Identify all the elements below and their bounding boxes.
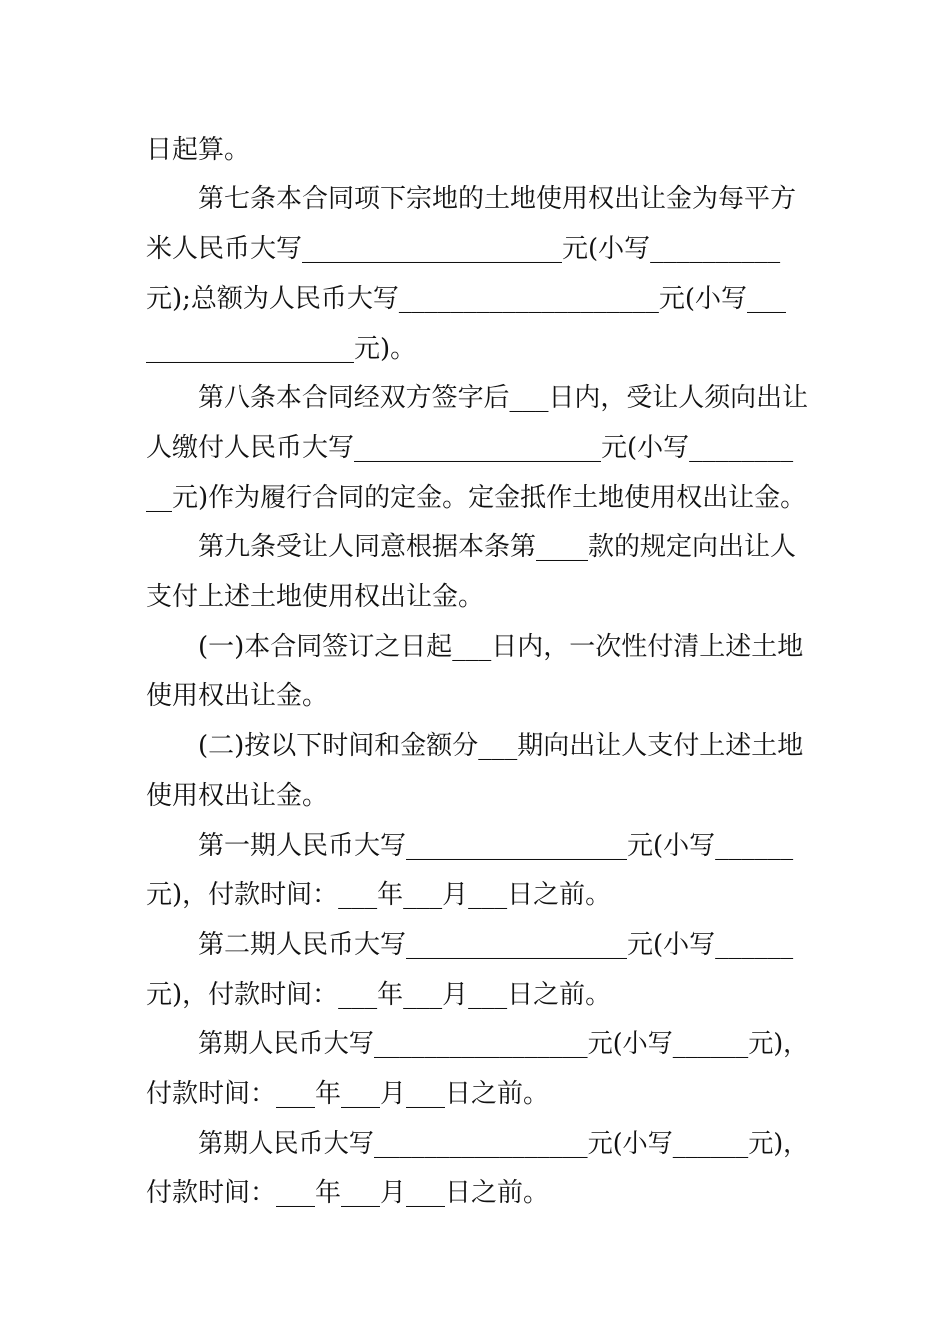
paragraph-option-2: (二)按以下时间和金额分___期向出让人支付上述土地	[198, 731, 804, 761]
paragraph-installment-1: 第一期人民币大写_________________元(小写______	[198, 831, 794, 861]
text-line: 支付上述土地使用权出让金。	[146, 582, 485, 612]
paragraph-article-9: 第九条受让人同意根据本条第____款的规定向出让人	[198, 532, 797, 562]
text-line: ________________元)。	[146, 334, 417, 364]
text-line: 元)，付款时间：___年___月___日之前。	[146, 980, 612, 1010]
text-line: 使用权出让金。	[146, 781, 329, 811]
paragraph-installment-n: 第期人民币大写_________________元(小写______元)，	[198, 1029, 809, 1059]
text-line: 付款时间：___年___月___日之前。	[146, 1178, 550, 1208]
paragraph-article-7: 第七条本合同项下宗地的土地使用权出让金为每平方	[198, 184, 797, 214]
text-line: 元);总额为人民币大写____________________元(小写___	[146, 284, 787, 314]
text-line: 使用权出让金。	[146, 681, 329, 711]
paragraph-installment-n: 第期人民币大写_________________元(小写______元)，	[198, 1129, 809, 1159]
paragraph-installment-2: 第二期人民币大写_________________元(小写______	[198, 930, 794, 960]
paragraph-article-8: 第八条本合同经双方签字后___日内，受让人须向出让	[198, 383, 809, 413]
text-line: 米人民币大写____________________元(小写__________	[146, 234, 781, 264]
text-line: __元)作为履行合同的定金。定金抵作土地使用权出让金。	[146, 483, 807, 513]
text-line: 人缴付人民币大写___________________元(小写________	[146, 433, 794, 463]
text-line: 付款时间：___年___月___日之前。	[146, 1079, 550, 1109]
paragraph-option-1: (一)本合同签订之日起___日内，一次性付清上述土地	[198, 632, 804, 662]
text-line: 日起算。	[146, 135, 251, 165]
text-line: 元)，付款时间：___年___月___日之前。	[146, 880, 612, 910]
